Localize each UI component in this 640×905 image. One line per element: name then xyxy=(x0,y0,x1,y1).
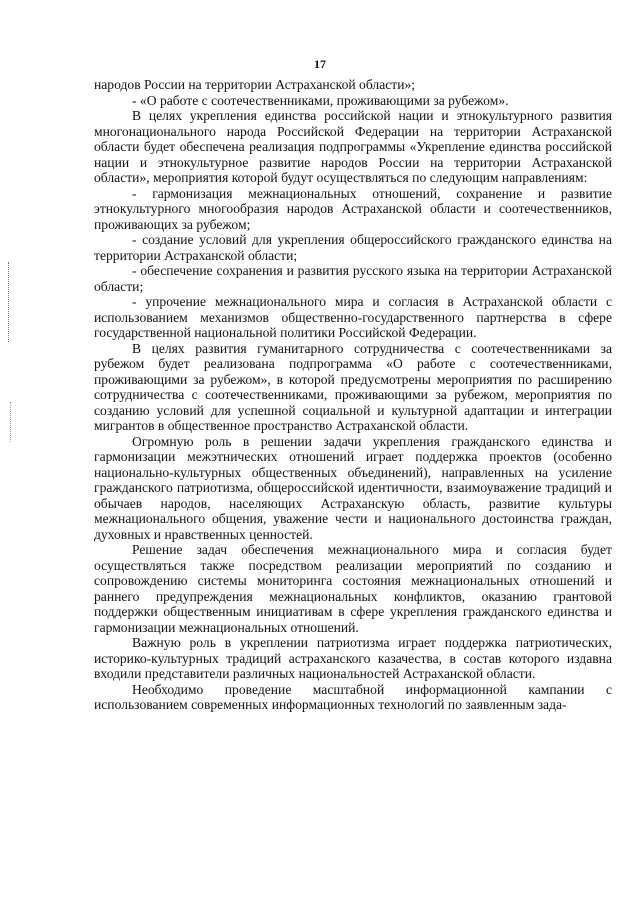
paragraph-compatriots: В целях развития гуманитарного сотрудничества с соотечественниками за рубежом будет реализована подпрограмма «О работе с соотечественниками, проживающими за рубежом», в которой предусмотрены мероприятия по расширению сотрудничества с соотечественниками, проживающими за рубежом, мероприятия по созданию условий для успешной социальной и культурной адаптации и интеграции мигрантов в общественное пространство Астраханской области. xyxy=(94,340,612,433)
list-item-civic-unity: - создание условий для укрепления общероссийского гражданского единства на территории Астраханской области; xyxy=(94,232,612,263)
list-item-subprogram: - «О работе с соотечественниками, проживающими за рубежом». xyxy=(132,92,509,108)
paragraph-project-support: Огромную роль в решении задачи укрепления гражданского единства и гармонизации межэтнических отношений играет поддержка проектов (особенно национально-культурных общественных объединений), направленных на усиление гражданского патриотизма, общероссийской идентичности, взаимоуважение традиций и обычаев народов, населяющих Астраханскую область, развитие культуры межнационального общения, уважение чести и национального достоинства граждан, духовных и нравственных ценностей. xyxy=(94,433,612,542)
list-item-harmonization: - гармонизация межнациональных отношений, сохранение и развитие этнокультурного многообразия народов Астраханской области и соотечественников, проживающих за рубежом; xyxy=(94,185,612,232)
paragraph-information-campaign: Необходимо проведение масштабной информационной кампании с использованием современных информационных технологий по заявленным зада- xyxy=(94,681,612,712)
paragraph-continuation: народов России на территории Астраханской области»; xyxy=(94,77,416,92)
margin-scan-mark-secondary xyxy=(10,402,13,442)
list-item-interethnic-peace: - упрочение межнационального мира и согласия в Астраханской области с использованием механизмов общественно-государственного партнерства в сфере государственной национальной политики Российской Федерации. xyxy=(94,294,612,340)
paragraph-unity-subprogram: В целях укрепления единства российской нации и этнокультурного развития многонационального народа Российской Федерации на территории Астраханской области будет обеспечена реализация подпрограммы «Укрепление единства российской нации и этнокультурное развитие народов России на территории Астраханской области», мероприятия которой будут осуществляться по следующим направлениям: xyxy=(94,108,612,185)
paragraph-cossacks: Важную роль в укреплении патриотизма играет поддержка патриотических, историко-культурных традиций астраханского казачества, в состав которого издавна входили представители различных национальностей Астраханской области. xyxy=(94,635,612,681)
paragraph-monitoring: Решение задач обеспечения межнационального мира и согласия будет осуществляться также посредством реализации мероприятий по созданию и сопровождению системы мониторинга состояния межнациональных отношений и раннего предупреждения межнациональных конфликтов, оказанию грантовой поддержки общественным инициативам в сфере укрепления гражданского единства и гармонизации межнациональных отношений. xyxy=(94,542,612,635)
document-body xyxy=(94,77,612,713)
list-item-russian-language: - обеспечение сохранения и развития русского языка на территории Астраханской области; xyxy=(94,263,612,294)
page-number: 17 xyxy=(314,57,326,71)
margin-scan-mark xyxy=(8,262,12,342)
